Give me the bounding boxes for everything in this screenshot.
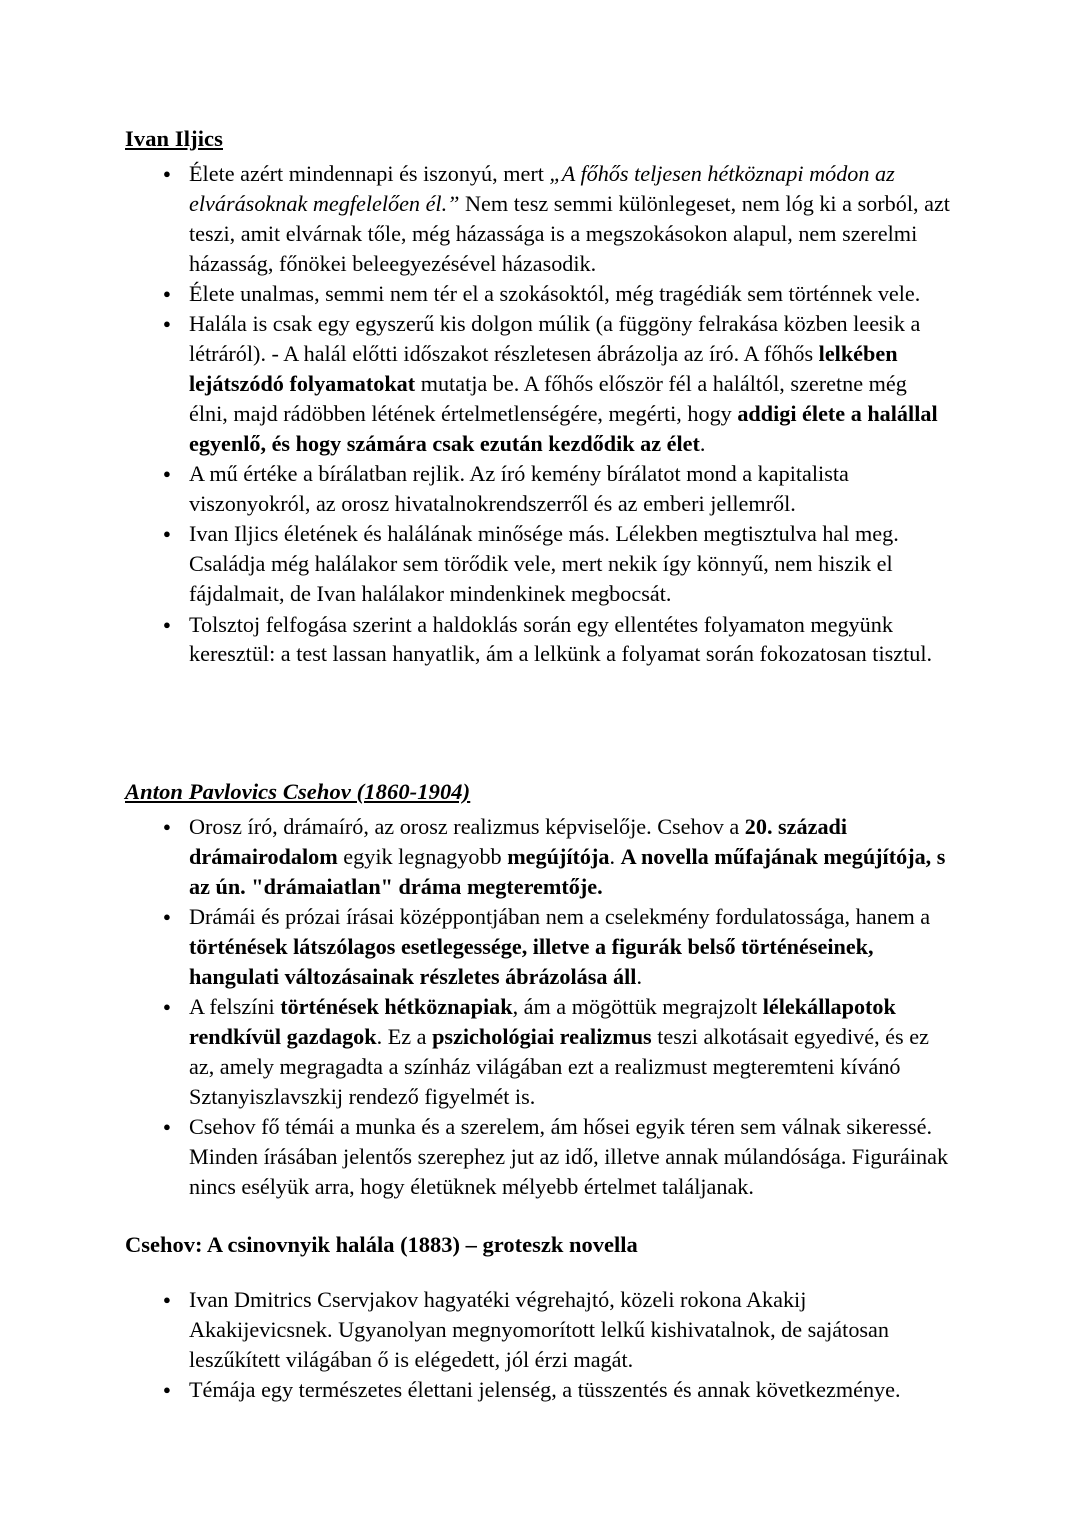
text-run: történések látszólagos esetlegessége, illetve a figurák belső történéseinek, hangulati változásainak részletes ábrázolása áll <box>189 933 874 989</box>
text-run: történések hétköznapiak <box>280 994 513 1020</box>
text-run: Ivan Iljics életének és halálának minősége más. Lélekben megtisztulva hal meg. Családja még halálakor sem törődik vele, mert nekik így könnyű, nem hiszik el fájdalmait, de Ivan halálakor mindenkinek megbocsát. <box>189 521 899 607</box>
text-run: A mű értéke a bírálatban rejlik. Az író kemény bírálatot mond a kapitalista viszonyokról, az orosz hivatalnokrendszerről és az emberi jellemről. <box>189 461 849 517</box>
list-item-text <box>189 161 950 276</box>
list-item-text <box>189 521 899 606</box>
text-run: egyik legnagyobb <box>337 843 508 869</box>
text-run: teszi alkotásait egyedivé, és ez az, amely megragadta a színház világában ezt a realizmust megteremteni kívánó Sztanyiszlavszkij rendező figyelmét is. <box>189 1023 929 1109</box>
text-run: addigi élete a halállal egyenlő, és hogy számára csak ezután kezdődik az élet <box>189 401 938 456</box>
sub-heading-csinovnyik-halala: Csehov: A csinovnyik halála (1883) – groteszk novella <box>125 1232 638 1258</box>
text-run: pszichológiai realizmus <box>432 1023 652 1049</box>
section-heading-anton-pavlovics-csehov: Anton Pavlovics Csehov (1860-1904) <box>125 778 471 804</box>
list-item <box>125 1112 950 1202</box>
text-run: mutatja be. A főhős először fél a haláltól, szeretne még élni, majd rádöbben létének értelmetlenségére, megérti, hogy <box>189 371 907 426</box>
text-run: , ám a mögöttük megrajzolt <box>512 994 763 1020</box>
list-item <box>125 992 950 1111</box>
section-heading-ivan-iljics: Ivan Iljics <box>125 126 223 151</box>
list-item <box>125 902 950 992</box>
list-item <box>125 812 950 902</box>
list-item-text <box>189 1114 948 1199</box>
list-item <box>125 610 950 670</box>
bullet-list-ivan-iljics <box>125 159 950 669</box>
list-item-text <box>189 814 945 899</box>
text-run: . <box>609 843 621 869</box>
text-run: Drámái és prózai írásai középpontjában nem a cselekmény fordulatossága, hanem a <box>189 903 931 929</box>
bullet-list-csehov <box>125 812 950 1202</box>
text-run: lelkében lejátszódó folyamatokat <box>189 341 898 397</box>
list-item <box>125 519 950 609</box>
text-run: A novella műfajának megújítója, s az ún. "drámaiatlan" dráma megteremtője. <box>189 843 946 899</box>
list-item-text <box>189 311 938 455</box>
text-run: Élete unalmas, semmi nem tér el a szokásoktól, még tragédiák sem történnek vele. <box>189 281 921 307</box>
text-run: Orosz író, drámaíró, az orosz realizmus képviselője. Csehov a <box>189 813 745 839</box>
list-item-text <box>189 1377 901 1402</box>
list-item <box>125 309 950 458</box>
text-run: Nem tesz semmi különlegeset, nem lóg ki a sorból, azt teszi, amit elvárnak tőle, még házassága is a megszokásokon alapul, nem szerelmi házasság, főnökei beleegyezésével házasodik. <box>189 190 950 276</box>
text-run: Csehov fő témái a munka és a szerelem, ám hősei egyik téren sem válnak sikeressé. Minden írásában jelentős szerephez jut az idő, illetve annak múlandósága. Figuráinak nincs esélyük arra, hogy életüknek mélyebb értelmet találjanak. <box>189 1113 949 1199</box>
text-run: Ivan Dmitrics Cservjakov hagyatéki végrehajtó, közeli rokona Akakij Akakijevicsnek. Ugyanolyan megnyomorított lelkű kishivatalnok, de sajátosan leszűkített világában ő is elégedett, jól érzi magát. <box>189 1287 889 1372</box>
list-item-text <box>189 281 920 306</box>
list-item-text <box>189 612 932 667</box>
list-item-text <box>189 904 930 989</box>
text-run: Tolsztoj felfogása szerint a haldoklás során egy ellentétes folyamaton megyünk keresztül: a test lassan hanyatlik, ám a lelkünk a folyamat során fokozatosan tisztul. <box>189 611 933 667</box>
list-item-text <box>189 461 849 516</box>
list-item-text <box>189 994 929 1109</box>
section-spacer <box>125 670 950 778</box>
text-run: . Ez a <box>376 1023 433 1049</box>
text-run: megújítója <box>507 843 610 869</box>
list-item <box>125 459 950 519</box>
text-run: . <box>699 430 706 456</box>
list-item <box>125 1285 950 1375</box>
text-run: Témája egy természetes élettani jelenség, a tüsszentés és annak következménye. <box>189 1377 901 1403</box>
text-run: Halála is csak egy egyszerű kis dolgon múlik (a függöny felrakása közben leesik a létráról). - A halál előtti időszakot részletesen ábrázolja az író. A főhős <box>189 311 921 367</box>
text-run: A felszíni <box>189 994 281 1020</box>
text-run: . <box>636 963 642 989</box>
list-item-text <box>189 1287 889 1372</box>
text-run: lélekállapotok rendkívül gazdagok <box>189 994 896 1049</box>
list-item <box>125 1375 950 1405</box>
list-item <box>125 159 950 278</box>
text-run: „A főhős teljesen hétköznapi módon az elvárásoknak megfelelően él.” <box>189 161 895 216</box>
bullet-list-csinovnyik <box>125 1285 950 1405</box>
subsection-spacer <box>125 1202 950 1230</box>
text-run: 20. századi drámairodalom <box>189 813 848 869</box>
heading-spacer <box>125 1267 950 1285</box>
list-item <box>125 279 950 309</box>
text-run: Élete azért mindennapi és iszonyú, mert <box>189 161 550 187</box>
